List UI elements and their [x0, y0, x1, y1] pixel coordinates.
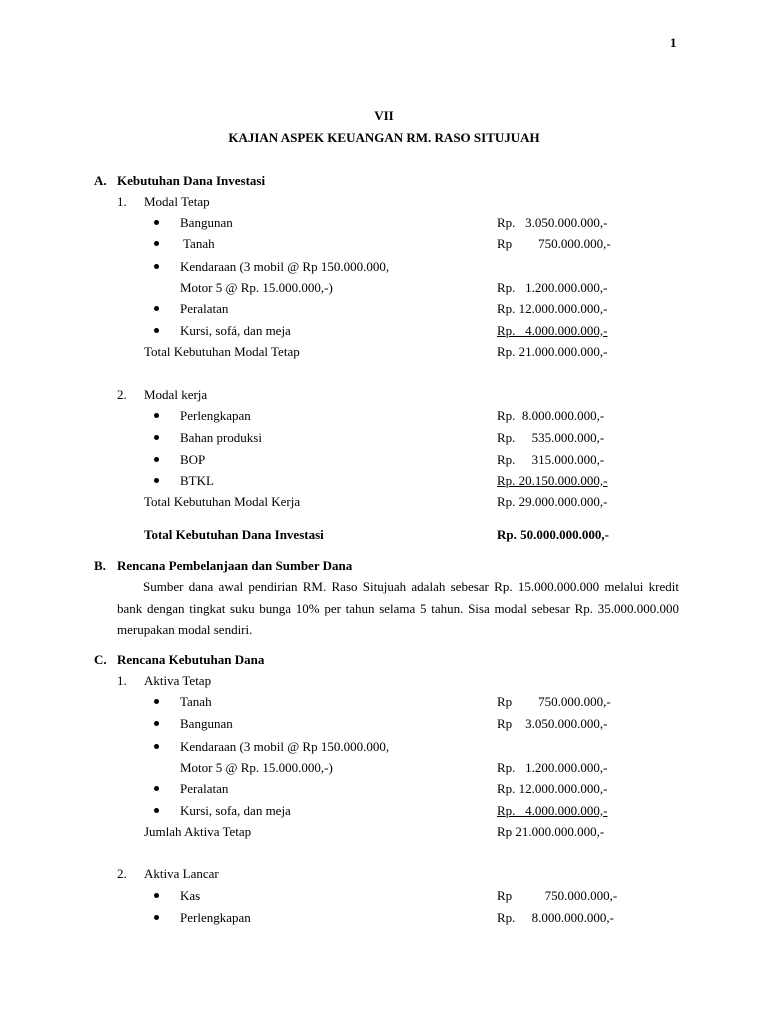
list-item-label-line2: Motor 5 @ Rp. 15.000.000,-): [180, 760, 333, 775]
page-number: 1: [670, 35, 677, 50]
section-a-marker: A.: [94, 173, 107, 188]
section-a-sub2-number: 2.: [117, 387, 127, 402]
subtotal-amount: Rp 21.000.000.000,-: [497, 824, 605, 839]
grand-total-amount: Rp. 50.000.000.000,-: [497, 527, 609, 542]
list-item-amount: Rp. 1.200.000.000,-: [497, 280, 608, 295]
chapter-title: KAJIAN ASPEK KEUANGAN RM. RASO SITUJUAH: [228, 130, 540, 145]
bullet-icon: [154, 306, 159, 311]
grand-total-label: Total Kebutuhan Dana Investasi: [144, 527, 324, 542]
list-item-label: Tanah: [180, 236, 215, 251]
list-item-label: Bangunan: [180, 215, 233, 230]
list-item-amount: Rp 3.050.000.000,-: [497, 716, 608, 731]
list-item-label: Bahan produksi: [180, 430, 262, 445]
bullet-icon: [154, 808, 159, 813]
list-item-amount: Rp. 8.000.000.000,-: [497, 910, 614, 925]
paragraph-text: Sumber dana awal pendirian RM. Raso Situjuah adalah sebesar Rp. 15.000.000.000 melalui kredit bank dengan tingkat suku bunga 10% per tahun selama 5 tahun. Sisa modal sebesar Rp. 35.000.000.000 merupakan modal sendiri.: [117, 579, 679, 637]
section-a-title: Kebutuhan Dana Investasi: [117, 173, 266, 188]
subtotal-label: Total Kebutuhan Modal Kerja: [144, 494, 301, 509]
list-item-label: Kendaraan (3 mobil @ Rp 150.000.000,: [180, 739, 390, 754]
section-c-sub2-number: 2.: [117, 866, 127, 881]
list-item-label: Kas: [180, 888, 201, 903]
subtotal-amount: Rp. 21.000.000.000,-: [497, 344, 608, 359]
bullet-icon: [154, 721, 159, 726]
chapter-number: VII: [374, 108, 394, 123]
list-item-amount: Rp 750.000.000,-: [497, 236, 611, 251]
section-c-sub2-title: Aktiva Lancar: [144, 866, 219, 881]
section-a-sub1-number: 1.: [117, 194, 127, 209]
list-item-amount: Rp 750.000.000,-: [497, 888, 618, 903]
list-item-amount: Rp. 12.000.000.000,-: [497, 301, 608, 316]
bullet-icon: [154, 893, 159, 898]
section-c-sub1-number: 1.: [117, 673, 127, 688]
list-item-label: Perlengkapan: [180, 408, 251, 423]
list-item-amount: Rp. 315.000.000,-: [497, 452, 605, 467]
bullet-icon: [154, 435, 159, 440]
bullet-icon: [154, 699, 159, 704]
list-item-amount: Rp. 20.150.000.000,-: [497, 473, 608, 488]
bullet-icon: [154, 478, 159, 483]
subtotal-amount: Rp. 29.000.000.000,-: [497, 494, 608, 509]
list-item-amount: Rp. 4.000.000.000,-: [497, 803, 608, 818]
list-item-amount: Rp. 12.000.000.000,-: [497, 781, 608, 796]
bullet-icon: [154, 264, 159, 269]
subtotal-label: Jumlah Aktiva Tetap: [144, 824, 252, 839]
bullet-icon: [154, 744, 159, 749]
section-c-marker: C.: [94, 652, 107, 667]
list-item-amount: Rp. 1.200.000.000,-: [497, 760, 608, 775]
list-item-label: Perlengkapan: [180, 910, 251, 925]
bullet-icon: [154, 328, 159, 333]
list-item-amount: Rp. 8.000.000.000,-: [497, 408, 605, 423]
list-item-amount: Rp. 535.000.000,-: [497, 430, 605, 445]
list-item-label: Bangunan: [180, 716, 233, 731]
list-item-amount: Rp. 4.000.000.000,-: [497, 323, 608, 338]
list-item-label: Kursi, sofa, dan meja: [180, 803, 291, 818]
bullet-icon: [154, 457, 159, 462]
section-b-title: Rencana Pembelanjaan dan Sumber Dana: [117, 558, 353, 573]
bullet-icon: [154, 413, 159, 418]
bullet-icon: [154, 786, 159, 791]
bullet-icon: [154, 915, 159, 920]
bullet-icon: [154, 241, 159, 246]
list-item-label: Kursi, sofá, dan meja: [180, 323, 291, 338]
list-item-label: Tanah: [180, 694, 212, 709]
subtotal-label: Total Kebutuhan Modal Tetap: [144, 344, 300, 359]
section-b-paragraph: [117, 576, 679, 641]
section-a-sub2-title: Modal kerja: [144, 387, 208, 402]
list-item-label-line2: Motor 5 @ Rp. 15.000.000,-): [180, 280, 333, 295]
list-item-label: Peralatan: [180, 301, 229, 316]
section-b-marker: B.: [94, 558, 106, 573]
bullet-icon: [154, 220, 159, 225]
section-c-title: Rencana Kebutuhan Dana: [117, 652, 265, 667]
list-item-label: Kendaraan (3 mobil @ Rp 150.000.000,: [180, 259, 390, 274]
section-a-sub1-title: Modal Tetap: [144, 194, 210, 209]
list-item-amount: Rp 750.000.000,-: [497, 694, 611, 709]
section-c-sub1-title: Aktiva Tetap: [144, 673, 212, 688]
list-item-label: BTKL: [180, 473, 214, 488]
list-item-label: Peralatan: [180, 781, 229, 796]
list-item-amount: Rp. 3.050.000.000,-: [497, 215, 608, 230]
list-item-label: BOP: [180, 452, 206, 467]
